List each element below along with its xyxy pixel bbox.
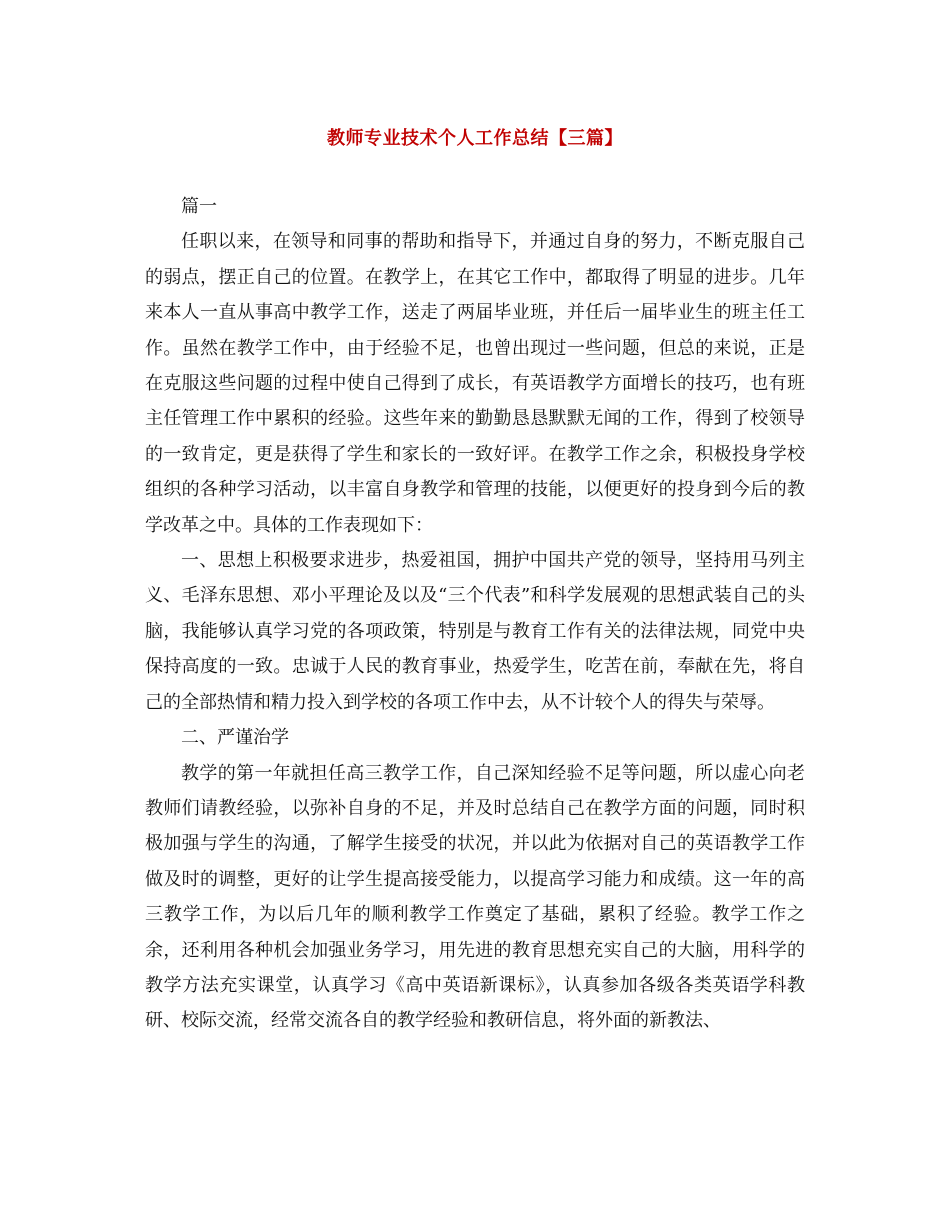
section-heading-part-one: 篇一	[181, 196, 217, 217]
teaching-paragraph: 教学的第一年就担任高三教学工作，自己深知经验不足等问题，所以虚心向老教师们请教经验，以弥补自身的不足，并及时总结自己在教学方面的问题，同时积极加强与学生的沟通，了解学生接受的状况，并以此为依据对自己的英语教学工作做及时的调整，更好的让学生提高接受能力，以提高学习能力和成绩。这一年的高三教学工作，为以后几年的顺利教学工作奠定了基础，累积了经验。教学工作之余，还利用各种机会加强业务学习，用先进的教育思想充实自己的大脑，用科学的教学方法充实课堂，认真学习《高中英语新课标》，认真参加各级各类英语学科教研、校际交流，经常交流各自的教学经验和教研信息，将外面的新教法、	[145, 762, 805, 1032]
document-body	[145, 189, 805, 1039]
ideology-paragraph: 一、思想上积极要求进步，热爱祖国，拥护中国共产党的领导，坚持用马列主义、毛泽东思想、邓小平理论及以及“三个代表”和科学发展观的思想武装自己的头脑，我能够认真学习党的各项政策，特别是与教育工作有关的法律法规，同党中央保持高度的一致。忠诚于人民的教育事业，热爱学生，吃苦在前，奉献在先，将自己的全部热情和精力投入到学校的各项工作中去，从不计较个人的得失与荣辱。	[145, 550, 805, 713]
intro-paragraph: 任职以来，在领导和同事的帮助和指导下，并通过自身的努力，不断克服自己的弱点，摆正自己的位置。在教学上，在其它工作中，都取得了明显的进步。几年来本人一直从事高中教学工作，送走了两届毕业班，并任后一届毕业生的班主任工作。虽然在教学工作中，由于经验不足，也曾出现过一些问题，但总的来说，正是在克服这些问题的过程中使自己得到了成长，有英语教学方面增长的技巧，也有班主任管理工作中累积的经验。这些年来的勤勤恳恳默默无闻的工作，得到了校领导的一致肯定，更是获得了学生和家长的一致好评。在教学工作之余，积极投身学校组织的各种学习活动，以丰富自身教学和管理的技能，以便更好的投身到今后的教学改革之中。具体的工作表现如下：	[145, 231, 805, 536]
section-heading-rigorous-study: 二、严谨治学	[181, 727, 289, 749]
document-title: 教师专业技术个人工作总结【三篇】	[327, 128, 623, 149]
